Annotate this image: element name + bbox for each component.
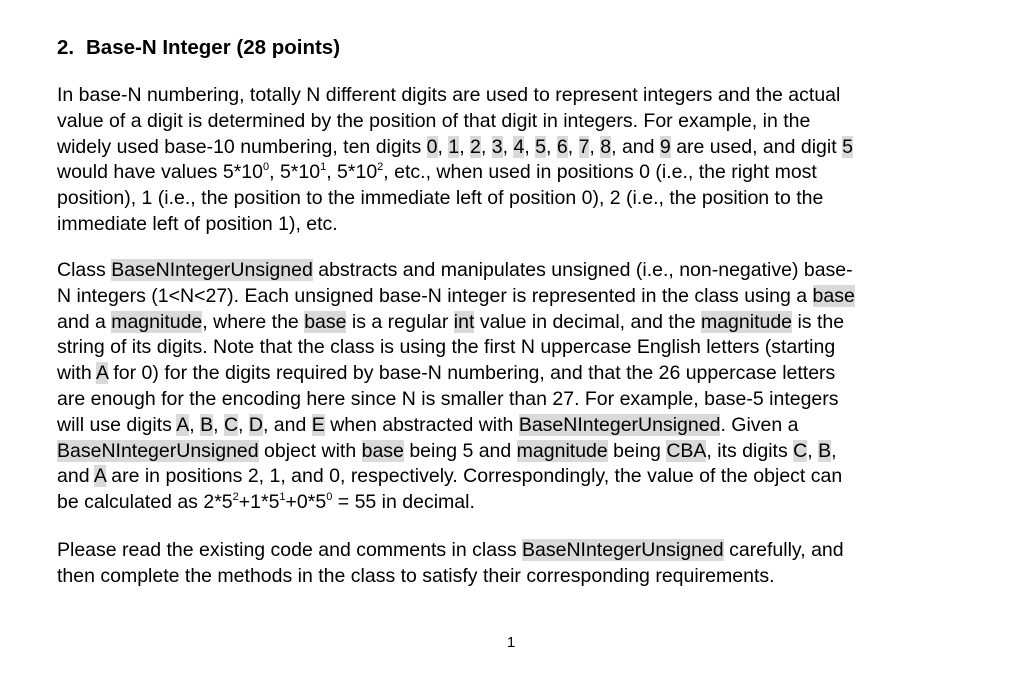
text-run: string of its digits. Note that the class is using the first N uppercase English letters (starting [57, 336, 836, 359]
text-run: when abstracted with [324, 413, 519, 436]
text-run: +1*5 [238, 491, 280, 514]
text-line [57, 439, 992, 465]
code-highlight: 6 [556, 135, 568, 158]
text-run: , [502, 135, 514, 158]
text-run: be calculated as 2*5 [57, 491, 233, 514]
text-line [57, 212, 992, 238]
text-run: , [189, 413, 201, 436]
code-highlight: 8 [600, 135, 612, 158]
text-run: then complete the methods in the class to satisfy their corresponding requirements. [57, 564, 775, 587]
text-run: object with [258, 439, 362, 462]
text-line [57, 284, 992, 310]
text-line [57, 361, 992, 387]
text-line [57, 538, 992, 564]
code-highlight: B [818, 439, 832, 462]
text-run: carefully, and [723, 539, 844, 561]
code-highlight: int [453, 310, 475, 333]
text-line [57, 135, 992, 161]
code-highlight: 0 [426, 135, 438, 158]
superscript: 0 [262, 160, 270, 173]
text-run: +0*5 [285, 491, 327, 514]
text-run: , [831, 439, 837, 462]
code-highlight: 9 [659, 135, 671, 158]
code-highlight: base [812, 284, 855, 307]
text-line [57, 109, 992, 135]
text-line [57, 335, 992, 361]
code-highlight: CBA [666, 439, 707, 462]
text-run: , 5*10 [269, 161, 321, 184]
code-highlight: A [176, 413, 190, 436]
text-run: is a regular [346, 310, 454, 333]
text-run: , its digits [706, 439, 794, 462]
code-highlight: D [248, 413, 263, 436]
page-number: 1 [506, 634, 516, 651]
text-run: , 5*10 [326, 161, 378, 184]
text-run: value of a digit is determined by the position of that digit in integers. For example, in the [57, 109, 811, 132]
superscript: 1 [279, 490, 286, 503]
paragraph-class-description [57, 258, 992, 516]
code-highlight: 1 [448, 135, 460, 158]
text-line [57, 258, 992, 284]
text-run: , [546, 135, 557, 158]
text-run: , [238, 413, 249, 436]
superscript: 2 [377, 160, 384, 173]
text-run: , where the [202, 310, 305, 333]
text-run: N integers (1<N<27). Each unsigned base-N integer is represented in the class using a [57, 284, 813, 307]
section-title: Base-N Integer (28 points) [86, 36, 341, 59]
text-line [57, 490, 992, 516]
text-run: widely used base-10 numbering, ten digits [57, 135, 427, 158]
text-run: are enough for the encoding here since N is smaller than 27. For example, base-5 integers [57, 387, 839, 410]
code-highlight: E [311, 413, 325, 436]
code-highlight: A [93, 465, 106, 488]
text-run: Please read the existing code and comments in class [57, 539, 523, 561]
text-run: and a [57, 310, 112, 333]
code-highlight: C [223, 413, 239, 436]
text-run: value in decimal, and the [474, 310, 701, 333]
superscript: 2 [232, 490, 239, 503]
code-highlight: base [304, 310, 347, 333]
code-highlight: 4 [513, 135, 525, 158]
code-highlight: 3 [491, 135, 503, 158]
text-run: , etc., when used in positions 0 (i.e., the right most [383, 161, 817, 184]
text-run: and [57, 465, 94, 488]
code-highlight: 5 [535, 135, 547, 158]
code-highlight: 5 [842, 135, 853, 158]
paragraph-instructions [57, 538, 992, 590]
code-highlight: base [361, 439, 404, 462]
text-run: , [589, 135, 601, 158]
code-highlight: BaseNIntegerUnsigned [111, 259, 313, 281]
text-run: are in positions 2, 1, and 0, respectively. Correspondingly, the value of the object can [105, 465, 843, 488]
text-run: , [807, 439, 819, 462]
text-run: are used, and digit [670, 135, 843, 158]
text-line [57, 564, 992, 590]
code-highlight: C [793, 439, 808, 462]
text-run: , [524, 135, 536, 158]
code-highlight: 2 [470, 135, 481, 158]
text-line [57, 83, 992, 109]
superscript: 1 [320, 160, 327, 173]
text-run: with [57, 362, 97, 385]
text-line [57, 310, 992, 336]
text-line [57, 160, 992, 186]
code-highlight: 7 [578, 135, 590, 158]
text-run: , [459, 135, 471, 158]
text-run: , [437, 135, 449, 158]
code-highlight: magnitude [111, 310, 203, 333]
text-run: , [480, 135, 492, 158]
code-highlight: A [96, 362, 108, 385]
text-run: for 0) for the digits required by base-N numbering, and that the 26 uppercase letters [107, 362, 836, 385]
text-run: = 55 in decimal. [332, 491, 475, 514]
code-highlight: BaseNIntegerUnsigned [522, 539, 724, 561]
text-run: being 5 and [403, 439, 517, 462]
text-run: being [607, 439, 667, 462]
code-highlight: magnitude [700, 310, 793, 333]
text-run: position), 1 (i.e., the position to the immediate left of position 0), 2 (i.e., the position to the [57, 187, 824, 210]
code-highlight: BaseNIntegerUnsigned [518, 413, 721, 436]
text-run: would have values 5*10 [57, 161, 263, 184]
text-run: will use digits [57, 413, 177, 436]
section-number: 2. [57, 36, 75, 59]
code-highlight: B [200, 413, 214, 436]
text-run: , and [262, 413, 312, 436]
text-run: , [213, 413, 224, 436]
text-run: abstracts and manipulates unsigned (i.e., non-negative) base- [312, 259, 853, 281]
text-run: , [567, 135, 579, 158]
text-line [57, 387, 992, 413]
text-run: In base-N numbering, totally N different digits are used to represent integers and the actual [57, 84, 841, 106]
text-run: immediate left of position 1), etc. [57, 212, 338, 235]
text-line [57, 186, 992, 212]
text-line [57, 464, 992, 490]
superscript: 0 [326, 490, 333, 503]
text-run: Class [57, 259, 112, 281]
paragraph-base-n-intro [57, 83, 992, 238]
text-run: is the [792, 310, 845, 333]
text-run: . Given a [720, 413, 799, 436]
text-line [57, 413, 992, 439]
code-highlight: magnitude [516, 439, 608, 462]
code-highlight: BaseNIntegerUnsigned [57, 439, 259, 462]
section-heading [57, 36, 340, 60]
text-run: , and [611, 135, 660, 158]
